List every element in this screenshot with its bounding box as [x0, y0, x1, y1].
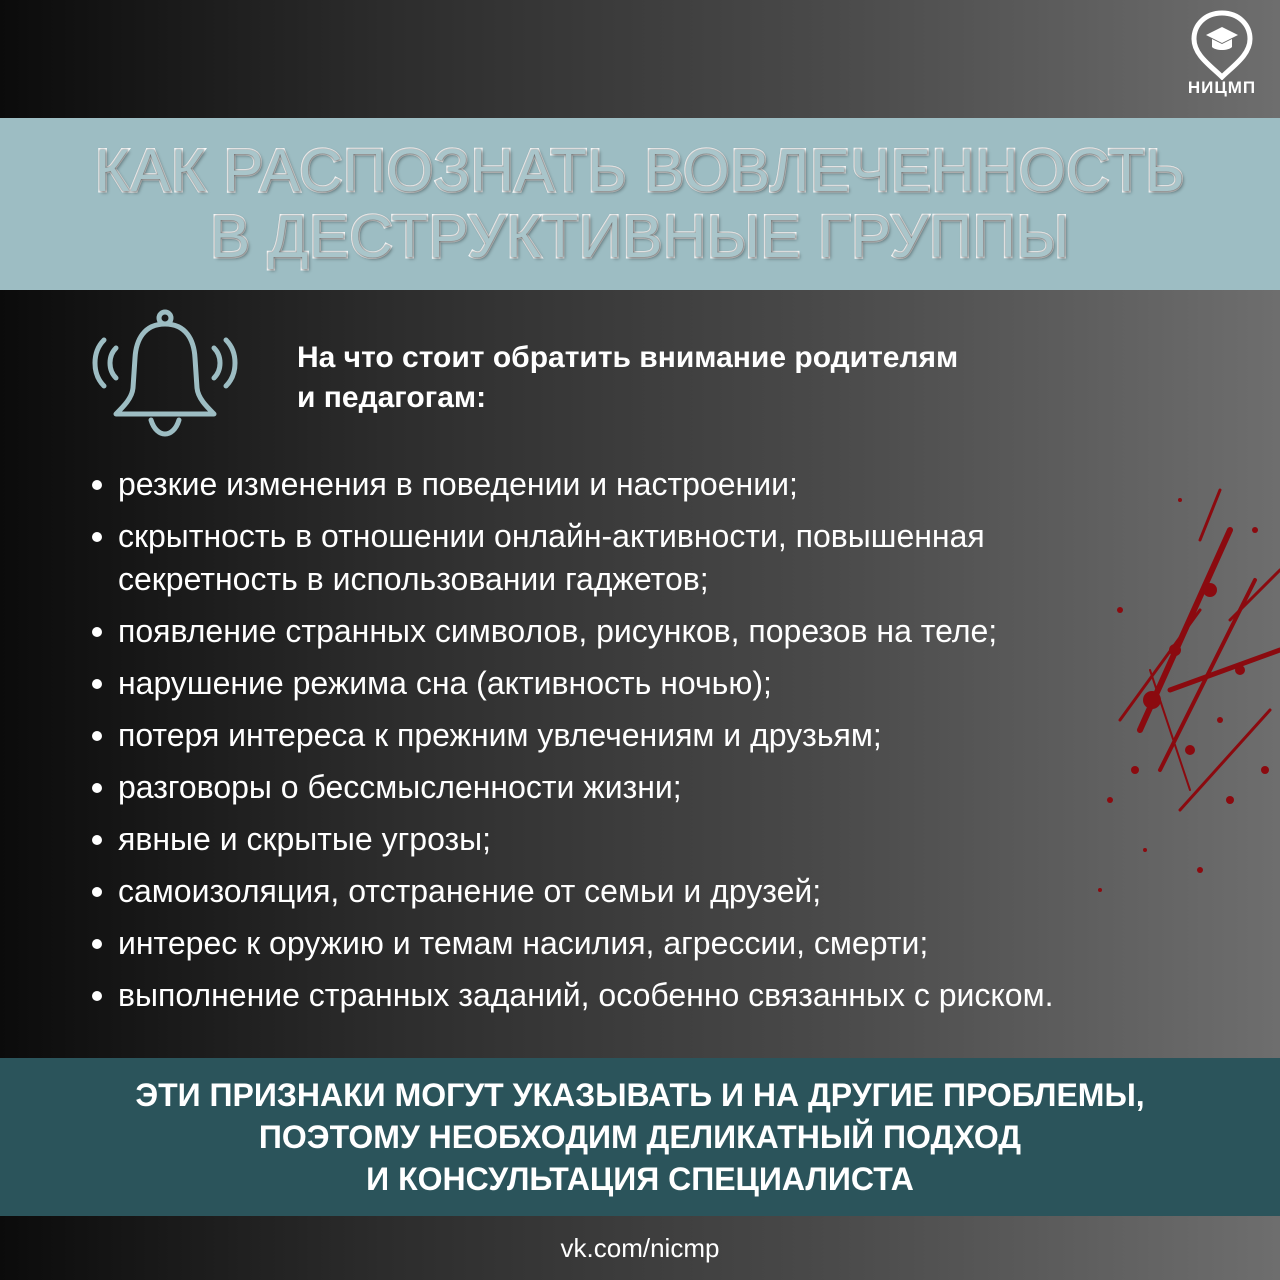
list-item-text: появление странных символов, рисунков, порезов на теле;: [118, 613, 998, 649]
list-item-text: резкие изменения в поведении и настроении;: [118, 466, 798, 502]
intro-heading: [297, 338, 1197, 418]
list-item: [92, 662, 1182, 705]
intro-line-1: На что стоит обратить внимание родителям: [297, 341, 959, 374]
list-item: [92, 714, 1182, 757]
list-item-text: нарушение режима сна (активность ночью);: [118, 665, 772, 701]
page-title-line-1: КАК РАСПОЗНАТЬ ВОВЛЕЧЕННОСТЬ: [94, 137, 1186, 204]
warning-line-1: ЭТИ ПРИЗНАКИ МОГУТ УКАЗЫВАТЬ И НА ДРУГИЕ ПРОБЛЕМЫ,: [135, 1077, 1145, 1113]
logo-text: НИЦМП: [1187, 78, 1257, 97]
list-item: [92, 463, 1182, 506]
list-item: [92, 766, 1182, 809]
graduation-cap-pin-icon: [1189, 10, 1255, 80]
list-item: [92, 922, 1182, 965]
warning-line-3: И КОНСУЛЬТАЦИЯ СПЕЦИАЛИСТА: [366, 1161, 914, 1197]
list-item: [92, 818, 1182, 861]
vk-link[interactable]: vk.com/nicmp: [560, 1232, 720, 1263]
warning-line-2: ПОЭТОМУ НЕОБХОДИМ ДЕЛИКАТНЫЙ ПОДХОД: [258, 1119, 1022, 1155]
list-item-text: интерес к оружию и темам насилия, агрессии, смерти;: [118, 925, 929, 961]
list-item-text: скрытность в отношении онлайн-активности, повышенная: [118, 518, 985, 554]
list-item-text: секретность в использовании гаджетов;: [118, 561, 709, 597]
list-item-text: самоизоляция, отстранение от семьи и друзей;: [118, 873, 822, 909]
list-item-text: выполнение странных заданий, особенно связанных с риском.: [118, 977, 1054, 1013]
list-item: [92, 870, 1182, 913]
footer: [0, 1216, 1280, 1280]
title-band: [0, 118, 1280, 290]
page-title-line-2: В ДЕСТРУКТИВНЫЕ ГРУППЫ: [210, 203, 1070, 270]
list-item: [92, 610, 1182, 653]
warning-band: [0, 1058, 1280, 1216]
signs-list: [92, 463, 1182, 1026]
list-item-text: потеря интереса к прежним увлечениям и друзьям;: [118, 717, 882, 753]
bell-icon: [90, 306, 240, 440]
list-item: [92, 974, 1182, 1017]
list-item-text: явные и скрытые угрозы;: [118, 821, 492, 857]
logo: [1176, 10, 1268, 106]
list-item-text: разговоры о бессмысленности жизни;: [118, 769, 682, 805]
intro-line-2: и педагогам:: [297, 381, 487, 414]
list-item: [92, 515, 1182, 601]
